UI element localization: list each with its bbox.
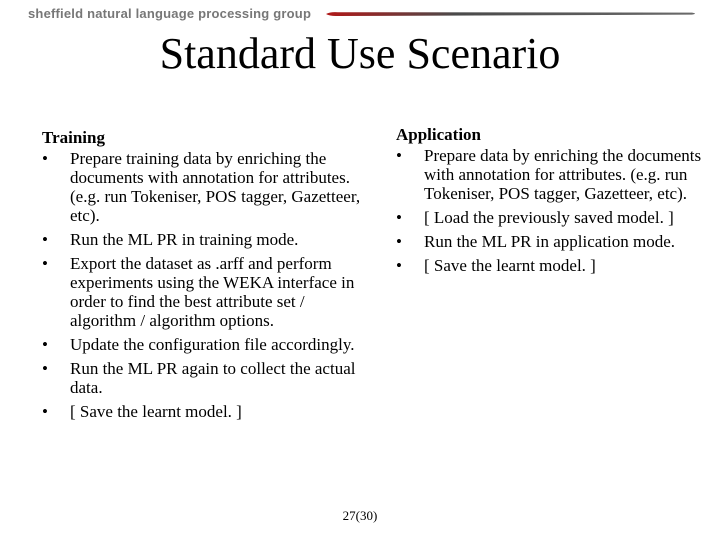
- bullet-icon: •: [396, 146, 402, 165]
- application-list: [396, 146, 716, 275]
- list-item-text: [ Save the learnt model. ]: [424, 256, 596, 275]
- bullet-icon: •: [42, 254, 48, 273]
- list-item: [396, 146, 716, 203]
- page-number: 27(30): [342, 508, 378, 523]
- bullet-icon: •: [42, 402, 48, 421]
- bullet-icon: •: [396, 208, 402, 227]
- list-item: [42, 402, 362, 421]
- bullet-icon: •: [42, 230, 48, 249]
- training-list: [42, 149, 362, 421]
- list-item: [42, 230, 362, 249]
- application-heading: Application: [396, 125, 482, 144]
- list-item: [42, 149, 362, 225]
- training-column: [42, 128, 362, 426]
- list-item-text: Run the ML PR in training mode.: [70, 230, 299, 249]
- bullet-icon: •: [396, 256, 402, 275]
- list-item: [42, 359, 362, 397]
- page-title: Standard Use Scenario: [159, 29, 561, 78]
- list-item: [42, 254, 362, 330]
- bullet-icon: •: [42, 149, 48, 168]
- list-item-text: Prepare training data by enriching the documents with annotation for attributes. (e.g. run Tokeniser, POS tagger, Gazetteer, etc).: [70, 149, 361, 225]
- list-item-text: Prepare data by enriching the documents with annotation for attributes. (e.g. run Tokeniser, POS tagger, Gazetteer, etc).: [424, 146, 702, 203]
- list-item: [396, 232, 716, 251]
- list-item-text: Run the ML PR again to collect the actual data.: [70, 359, 356, 397]
- list-item: [396, 256, 716, 275]
- bullet-icon: •: [396, 232, 402, 251]
- list-item: [396, 208, 716, 227]
- bullet-icon: •: [42, 335, 48, 354]
- application-column: [396, 125, 716, 280]
- list-item-text: Run the ML PR in application mode.: [424, 232, 676, 251]
- group-logo-text: sheffield natural language processing group: [28, 6, 312, 21]
- training-heading: Training: [42, 128, 105, 147]
- header-rule: [326, 11, 698, 17]
- list-item-text: Update the configuration file accordingly.: [70, 335, 355, 354]
- bullet-icon: •: [42, 359, 48, 378]
- list-item-text: Export the dataset as .arff and perform experiments using the WEKA interface in order to find the best attribute set / algorithm / algorithm options.: [70, 254, 355, 330]
- list-item-text: [ Save the learnt model. ]: [70, 402, 242, 421]
- list-item: [42, 335, 362, 354]
- list-item-text: [ Load the previously saved model. ]: [424, 208, 674, 227]
